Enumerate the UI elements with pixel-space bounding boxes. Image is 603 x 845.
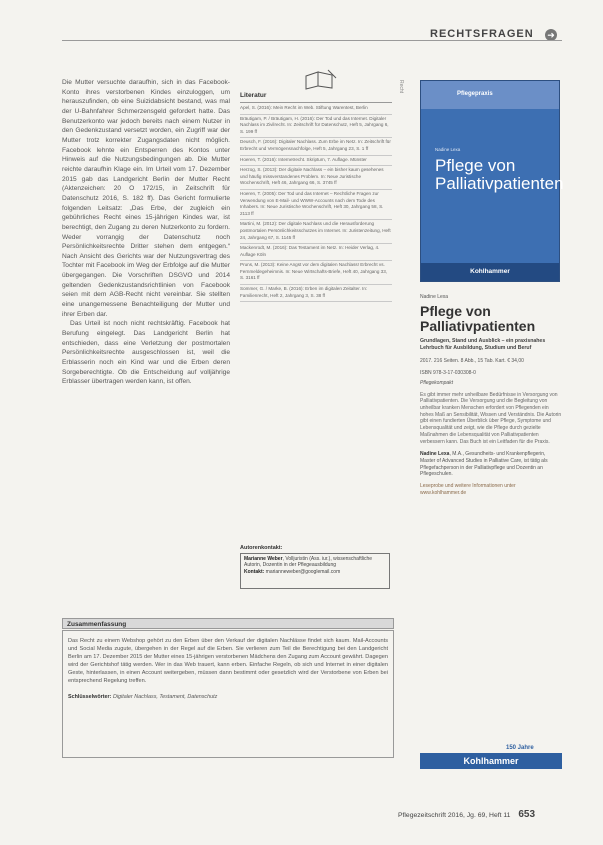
summary-keywords	[68, 693, 388, 701]
literature-entry: Deusch, F. (2016): Digitaler Nachlass. Zum Erbe im Netz. In: Zeitschrift für Erbrecht und Vermögensnachfolge, Heft 5, Jahrgang 23, S. 1 ff	[240, 138, 392, 155]
page-number: 653	[518, 809, 536, 820]
author-name: Marianne Weber	[244, 556, 283, 562]
author-contact-box: Marianne Weber, Volljuristin (Ass. iur.), wissenschaftliche Autorin, Dozentin in der Pflegeausbildung Kontakt: marianneweber@googlemail.com	[240, 553, 390, 589]
ad-link-label: Leseprobe und weitere Informationen unter	[420, 483, 516, 490]
ad-author-kicker: Nadine Lexa	[420, 294, 449, 300]
literature-entry: Hoeren, T. (2016): Internetrecht. Skriptum, 7. Auflage. Münster	[240, 156, 392, 167]
header-rule	[62, 40, 562, 41]
literature-entry: Herzog, S. (2013): Der digitale Nachlass – ein bisher kaum gesehenes und häufig missverstandenes Problem. In: Neue Juristische Wochenschrift, Heft 46, Jahrgang 66, S. 3745 ff	[240, 166, 392, 190]
summary-text: Das Recht zu einem Webshop gehört zu den Erben über den Verkauf der digitalen Nachlässe findet sich kaum. Mail-Accounts und Social Media zugute, übergehen in der Regel auf die Erben. Sie verlieren zum Teil die Berechtigung bei den Landgericht Berlin am 17. Dezember 2015 der Mutter eines 15-jährigen verstorbenen Mädchens den Zugang zum Account gewährt. Dagegen wird der Gerichtshof tätig werden. Wer in das Web trauert, kann erben. Einfache Regeln, ob sich und Internet in einer digitalen Geste, hinterlassen, in einen Account weitergeben, müssen dann bestimmt oder gesetzlich wird der Verstorbene von Erben bei entsprechend Regelung treffen.	[68, 638, 388, 685]
book-cover	[420, 80, 564, 282]
literature-entry: Hoeren, T. (2005): Der Tod und das Internet – Rechtliche Fragen zur Verwendung von E-Mail- und WWW-Accounts nach dem Tode des Inhabers. In: Neue Juristische Wochenschrift, Heft 30, Jahrgang 58, S. 2113 ff	[240, 190, 392, 220]
body-paragraph: Das Urteil ist noch nicht rechtskräftig. Facebook hat Berufung eingelegt. Das Landgericht Berlin hat entschieden, dass eine Verletzung der postmortalen Persönlichkeitsrechte ausgeschlossen ist, weil die Erblasserin noch ein Kind war und die Erben deren Sorgeberechtigte. Ob die Entscheidung auf volljährige Erblasser übertragen werden kann, ist offen.	[62, 320, 230, 386]
body-paragraph: Die Mutter versuchte daraufhin, sich in das Facebook-Konto ihres verstorbenen Kindes einzuloggen, um herauszufinden, ob eine Suizidabsicht bestand, was mal der U-Bahnfahrer Schmerzensgeld gefordert hatte. Das Benutzerkonto war jedoch bereits nach einem Nutzer in den Gedenkzustand versetzt worden, ein Zugriff war der Mutter trotz korrekter Zugangsdaten nicht möglich. Facebook lehnte ein Entsperren des Kontos unter Hinweis auf die Nutzungsbedingungen ab. Die Mutter reichte daraufhin Klage ein. Im Urteil vom 17. Dezember 2015 gab das Landgericht Berlin der Mutter Recht (Aktenzeichen: 20 O 172/15, in Zeitschrift für Datenschutz 2016, S. 182 ff). Das Gericht formulierte folgenden Leitsatz: „Das Erbe, der zugleich ein gebührliches Recht eines 15-jährigen Kindes war, ist berechtigt, den Zugang zu deren Nutzerkonto zu fordern. Weder vorrangig der Datenschutz noch Persönlichkeitsrechte Dritter stehen dem entgegen.“ Nach Ansicht des Gerichts war der Nutzungsvertrag des Tochter mit Facebook im Weg der Erbfolge auf die Mutter übergegangen. Die Vorschriften DSGVO und 2014 geltenden Gedenkzustandsrichtlinien von Facebook seien mit dem AGB-Recht nicht vereinbar. Sie stellten eine unangemessene Benachteiligung der Mutter und ihrer Erben dar.	[62, 79, 230, 318]
publisher-years: 150 Jahre	[506, 745, 534, 751]
literature-entry: Apel, S. (2016): Mein Recht im Web. Stiftung Warentest, Berlin	[240, 104, 392, 115]
literature-entry: Mackenrodt, M. (2016): Das Testament im Netz. In: Heider Verlag, 4. Auflage Köln	[240, 244, 392, 261]
ad-book-meta: 2017. 216 Seiten. 8 Abb., 15 Tab. Kart. € 34,00	[420, 357, 524, 364]
cover-series: Pflegepraxis	[457, 91, 493, 97]
contact-label: Kontakt:	[244, 568, 265, 575]
contact-email[interactable]: marianneweber@googlemail.com	[265, 568, 341, 575]
literature-heading: Literatur	[240, 92, 267, 99]
ad-author-bio: Nadine Lexa, M.A., Gesundheits- und Krankenpflegerin, Master of Advanced Studies in Palliative Care, ist tätig als Pflegefachperson in der Palliativpflege und Dozentin an Pflegeschulen.	[420, 451, 548, 478]
literature-rule	[240, 102, 392, 103]
ad-author-bio-name: Nadine Lexa	[420, 451, 450, 458]
book-icon	[300, 68, 340, 90]
publisher-logo	[420, 745, 562, 769]
keywords-value: Digitaler Nachlass, Testament, Datenschutz	[112, 694, 218, 701]
ad-link-url[interactable]: www.kohlhammer.de	[420, 489, 467, 496]
literature-entry: Sommer, G. / Marke, B. (2016): Erben im digitalen Zeitalter. In: Familienrecht, Heft 2, Jahrgang 3, S. 38 ff	[240, 285, 392, 302]
section-title: RECHTSFRAGEN	[430, 28, 534, 40]
summary-heading: Zusammenfassung	[62, 618, 394, 629]
author-description: Volljuristin (Ass. iur.), wissenschaftliche Autorin, Dozentin in der Pflegeausbildung	[244, 556, 373, 569]
ad-series-note: Pflegekompakt	[420, 379, 454, 386]
publisher-logo-text: Kohlhammer	[420, 753, 562, 769]
ad-book-title: Pflege von Palliativpatienten	[420, 303, 536, 334]
ad-description: Es gibt immer mehr unheilbare Bedürfnisse in Versorgung von Palliativpatienten. Die Versorgung und die Begleitung von unheilbar kranken Menschen erfordert von Pflegenden ein hohes Maß an Sensibilität, Wissen und Verständnis. Die Autorin gibt einen fundierten Überblick über Pflege, Symptome und Lebensqualität und zeigt, wie die Pflege durch gezielte Maßnahmen die Lebensqualität von Palliativpatienten verbessern kann. Das Buch ist ein Leitfaden für die Praxis.	[420, 391, 562, 445]
body-text-column	[62, 78, 230, 387]
ad-book-subtitle: Grundlagen, Stand und Ausblick – ein praxisnahes Lehrbuch für Ausbildung, Studium und Beruf	[420, 338, 546, 351]
literature-list	[240, 104, 392, 302]
author-contact-heading: Autorenkontakt:	[240, 545, 283, 551]
book-advertisement	[420, 80, 562, 496]
ad-book-isbn: ISBN 978-3-17-030308-0	[420, 370, 476, 377]
journal-citation: Pflegezeitschrift 2016, Jg. 69, Heft 11	[398, 812, 511, 819]
cover-title: Pflege von Palliativpatienten	[435, 156, 564, 193]
ad-links	[420, 483, 562, 496]
literature-entry: Pruns, M. (2013): Keine Angst vor dem digitalen Nachlass! Erbrecht vs. Fernmeldegeheimnis. In: Neue Wirtschafts-Briefe, Heft 40, Jahrgang 33, S. 3161 ff	[240, 261, 392, 285]
literature-entry: Bräutigam, P. / Bräutigam, H. (2016): Der Tod und das Internet. Digitaler Nachlass im Zivilrecht. In: Zeitschrift für Datenschutz, Heft 5, Jahrgang 6, S. 199 ff	[240, 115, 392, 139]
ad-author-bio-text: M.A., Gesundheits- und Krankenpflegerin, Master of Advanced Studies in Palliative Care, ist tätig als Pflegefachperson in der Palliativpflege und Dozentin an Pflegeschulen.	[420, 451, 548, 478]
cover-publisher: Kohlhammer	[421, 263, 559, 281]
page-footer	[398, 809, 535, 820]
literature-entry: Martini, M. (2012): Der digitale Nachlass und die Herausforderung postmortalen Persönlichkeitsschutzes im Internet. In: Juristenzeitung, Heft 24, Jahrgang 67, S. 1145 ff	[240, 220, 392, 244]
summary-box	[62, 630, 394, 758]
keywords-label: Schlüsselwörter:	[68, 694, 112, 701]
circle-arrow-icon: ➜	[545, 29, 557, 41]
cover-author: Nadine Lexa	[435, 147, 461, 152]
section-side-tag: Recht	[398, 80, 404, 94]
